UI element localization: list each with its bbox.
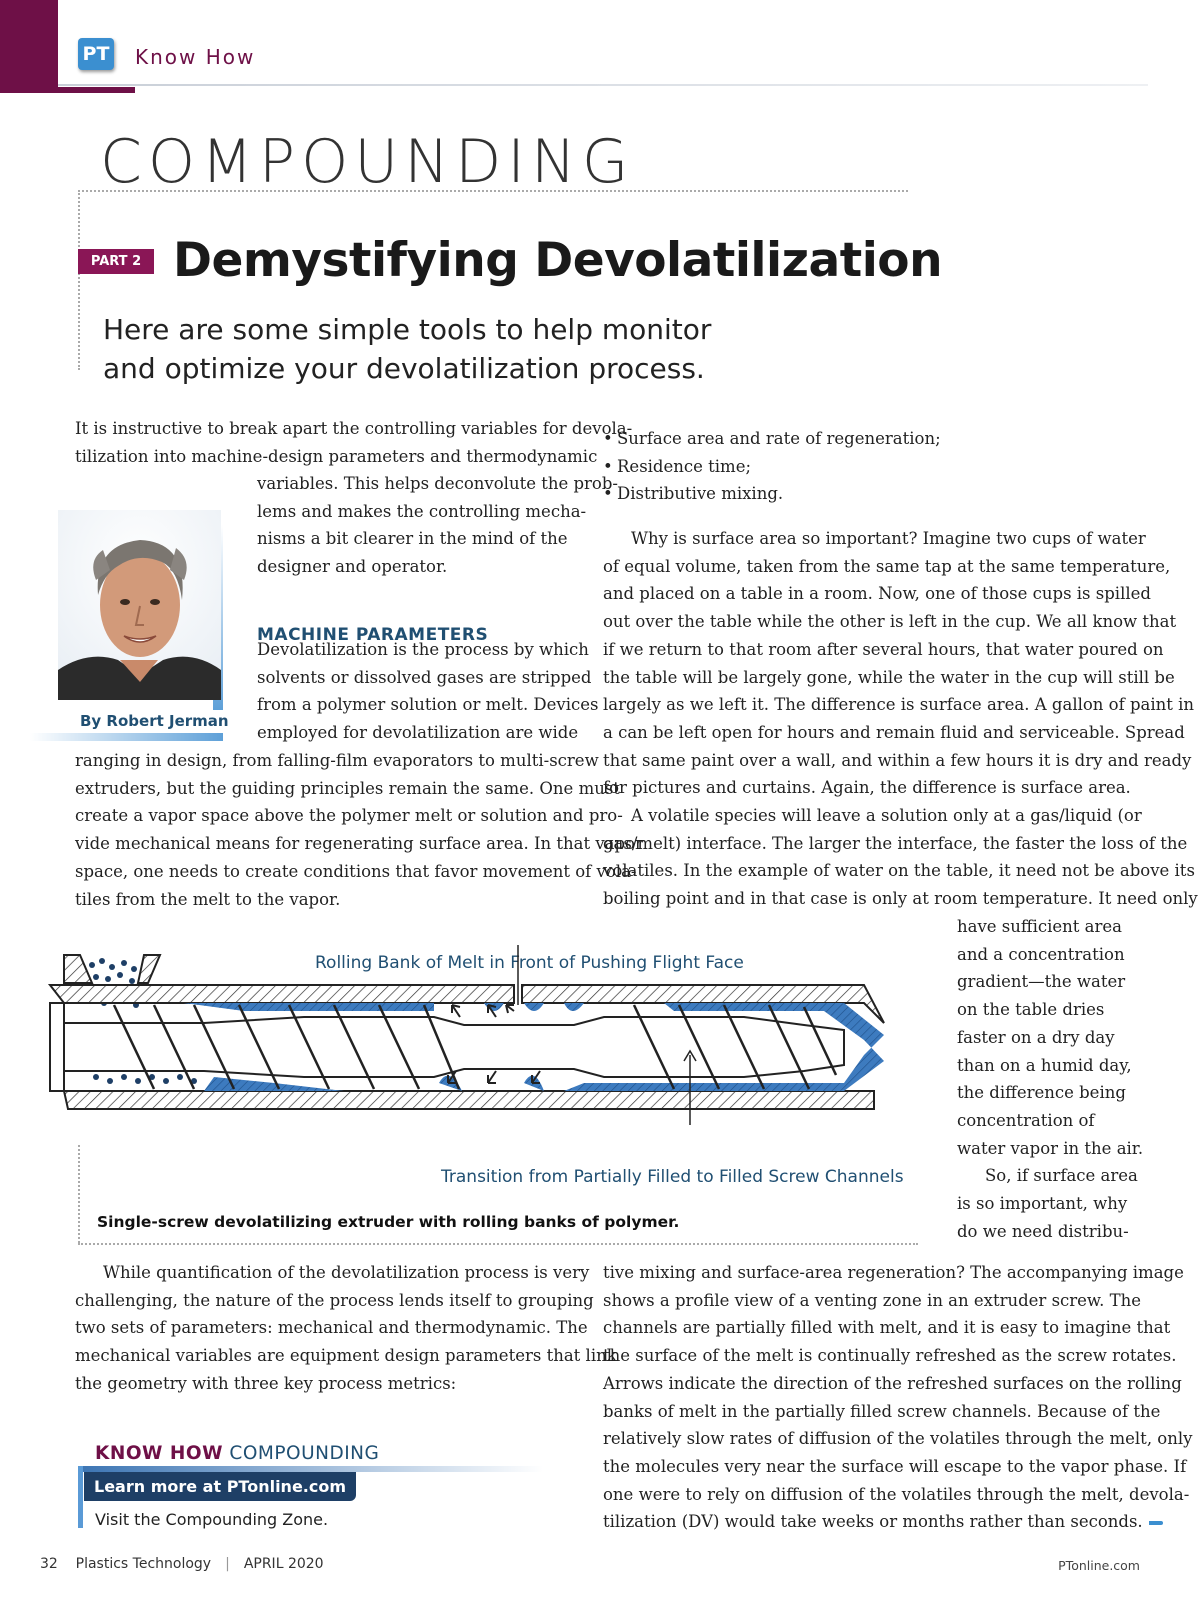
mixing-paragraph	[603, 1259, 1192, 1536]
text-line: the difference being	[957, 1083, 1126, 1103]
text-line: the table will be largely gone, while the water in the cup will still be	[603, 667, 1175, 687]
text-line: concentration of	[957, 1110, 1095, 1130]
text-line: for pictures and curtains. Again, the difference is surface area.	[603, 778, 1131, 798]
surface-area-paragraph	[603, 525, 1198, 913]
text-line: ranging in design, from falling-film evaporators to multi-screw	[75, 751, 599, 770]
text-line: a can be left open for hours and remain fluid and serviceable. Spread	[603, 722, 1185, 742]
extruder-diagram	[44, 945, 914, 1145]
text-line: faster on a dry day	[957, 1027, 1115, 1047]
machine-paragraph-wrap	[257, 636, 599, 747]
text-line: It is instructive to break apart the controlling variables for devola-	[75, 419, 633, 438]
issue-date: APRIL 2020	[243, 1556, 324, 1572]
intro-paragraph-start	[75, 415, 632, 470]
learn-more-link[interactable]: Learn more at PTonline.com	[84, 1472, 356, 1501]
text-line: out over the table while the other is left in the cup. We all know that	[603, 612, 1177, 632]
promo-title-bold: KNOW HOW	[95, 1443, 224, 1464]
narrow-column-text	[957, 913, 1143, 1245]
promo-title-rest: COMPOUNDING	[229, 1443, 380, 1464]
part-badge: PART 2	[78, 249, 154, 274]
bullet-item: • Residence time;	[617, 453, 941, 481]
caption-dotted-rule	[78, 1243, 918, 1245]
text-line: the surface of the melt is continually refreshed as the screw rotates.	[603, 1346, 1177, 1366]
article-kicker: COMPOUNDING	[100, 127, 635, 197]
footer-folio: 32 Plastics Technology | APRIL 2020	[40, 1556, 324, 1572]
header-rule	[58, 84, 1148, 86]
promo-visit-text: Visit the Compounding Zone.	[95, 1510, 329, 1529]
figure-label-transition: Transition from Partially Filled to Filled Screw Channels	[441, 1167, 904, 1187]
text-line: the molecules very near the surface will escape to the vapor phase. If	[603, 1456, 1187, 1476]
caption-dotted-vertical-rule	[78, 1145, 80, 1243]
text-line: water vapor in the air.	[957, 1138, 1144, 1158]
text-line: While quantification of the devolatilization process is very	[103, 1263, 590, 1282]
text-line: is so important, why	[957, 1194, 1128, 1214]
text-line: tilization into machine-design parameters and thermodynamic	[75, 446, 598, 466]
text-line: Devolatilization is the process by which	[257, 640, 589, 659]
bullet-item: • Surface area and rate of regeneration;	[617, 425, 941, 453]
text-line: than on a humid day,	[957, 1055, 1132, 1075]
text-line: one were to rely on diffusion of the volatiles through the melt, devola-	[603, 1484, 1190, 1504]
promo-title	[95, 1443, 379, 1464]
end-of-article-icon	[1149, 1521, 1163, 1525]
section-subhead: MACHINE PARAMETERS	[257, 625, 489, 645]
deck-line: Here are some simple tools to help monitor	[103, 313, 712, 346]
text-line: the geometry with three key process metrics:	[75, 1373, 457, 1393]
text-line: do we need distribu-	[957, 1221, 1129, 1241]
text-line: tive mixing and surface-area regeneration? The accompanying image	[603, 1263, 1184, 1282]
text-line: tiles from the melt to the vapor.	[75, 889, 341, 909]
text-line: vide mechanical means for regenerating surface area. In that vapor	[75, 834, 643, 854]
article-deck	[103, 310, 711, 388]
author-photo	[58, 510, 221, 700]
text-line: shows a profile view of a venting zone in an extruder screw. The	[603, 1290, 1141, 1310]
machine-paragraph-full	[75, 747, 643, 913]
text-line: and placed on a table in a room. Now, one of those cups is spilled	[603, 584, 1151, 604]
intro-paragraph-wrap	[257, 470, 618, 581]
text-line	[603, 1508, 1192, 1536]
text-line: Why is surface area so important? Imagine two cups of water	[631, 529, 1146, 548]
text-line: that same paint over a wall, and within a few hours it is dry and ready	[603, 750, 1192, 770]
text-line: extruders, but the guiding principles remain the same. One must	[75, 778, 620, 798]
text-line: solvents or dissolved gases are stripped	[257, 667, 592, 687]
text-line: space, one needs to create conditions that favor movement of vola-	[75, 861, 637, 881]
pt-logo: PT	[78, 38, 114, 70]
text-line: of equal volume, taken from the same tap at the same temperature,	[603, 556, 1171, 576]
figure-label-rolling-bank: Rolling Bank of Melt in Front of Pushing Flight Face	[315, 953, 744, 973]
text-line: boiling point and in that case is only at room temperature. It need only	[603, 889, 1198, 909]
text-line: gradient—the water	[957, 972, 1126, 992]
text-line: employed for devolatilization are wide	[257, 723, 579, 743]
metrics-bullet-list	[617, 425, 941, 508]
title-dotted-vertical-rule	[78, 190, 80, 370]
text-line: Arrows indicate the direction of the refreshed surfaces on the rolling	[603, 1373, 1182, 1393]
deck-line: and optimize your devolatilization process.	[103, 352, 705, 385]
magazine-name: Plastics Technology	[75, 1556, 212, 1572]
text-line: largely as we left it. The difference is surface area. A gallon of paint in	[603, 695, 1195, 715]
photo-bottom-accent	[30, 733, 223, 741]
header-corner-bar	[58, 87, 135, 93]
text-line-final: tilization (DV) would take weeks or months rather than seconds.	[603, 1512, 1143, 1532]
text-line: create a vapor space above the polymer melt or solution and pro-	[75, 806, 623, 826]
text-line: lems and makes the controlling mecha-	[257, 501, 587, 521]
text-line: have sufficient area	[957, 917, 1122, 936]
quantification-paragraph	[75, 1259, 617, 1398]
promo-vertical-bar	[78, 1466, 83, 1528]
text-line: A volatile species will leave a solution only at a gas/liquid (or	[631, 806, 1142, 826]
text-line: designer and operator.	[257, 557, 448, 577]
article-headline: Demystifying Devolatilization	[173, 233, 943, 288]
text-line: relatively slow rates of diffusion of the volatiles through the melt, only	[603, 1429, 1193, 1449]
author-byline: By Robert Jerman	[80, 712, 229, 730]
section-label: Know How	[135, 45, 256, 69]
text-line: and a concentration	[957, 944, 1125, 964]
header-corner-block	[0, 0, 58, 93]
text-line: on the table dries	[957, 1000, 1105, 1020]
text-line: banks of melt in the partially filled screw channels. Because of the	[603, 1401, 1161, 1421]
text-line: two sets of parameters: mechanical and thermodynamic. The	[75, 1318, 588, 1338]
text-line: volatiles. In the example of water on the table, it need not be above its	[603, 861, 1195, 881]
text-line: from a polymer solution or melt. Devices	[257, 695, 599, 715]
page-number: 32	[40, 1556, 58, 1572]
text-line: variables. This helps deconvolute the prob-	[257, 474, 619, 493]
bullet-item: • Distributive mixing.	[617, 480, 941, 508]
text-line: challenging, the nature of the process lends itself to grouping	[75, 1290, 594, 1310]
text-line: gas/melt) interface. The larger the interface, the faster the loss of the	[603, 833, 1188, 853]
kicker-dotted-rule	[78, 190, 908, 192]
text-line: nisms a bit clearer in the mind of the	[257, 529, 568, 549]
text-line: So, if surface area	[985, 1166, 1138, 1186]
text-line: if we return to that room after several hours, that water poured on	[603, 639, 1164, 659]
text-line: mechanical variables are equipment design parameters that link	[75, 1346, 617, 1366]
figure-caption: Single-screw devolatilizing extruder with rolling banks of polymer.	[97, 1213, 680, 1231]
footer-site: PTonline.com	[1058, 1558, 1140, 1573]
text-line: channels are partially filled with melt, and it is easy to imagine that	[603, 1318, 1171, 1338]
